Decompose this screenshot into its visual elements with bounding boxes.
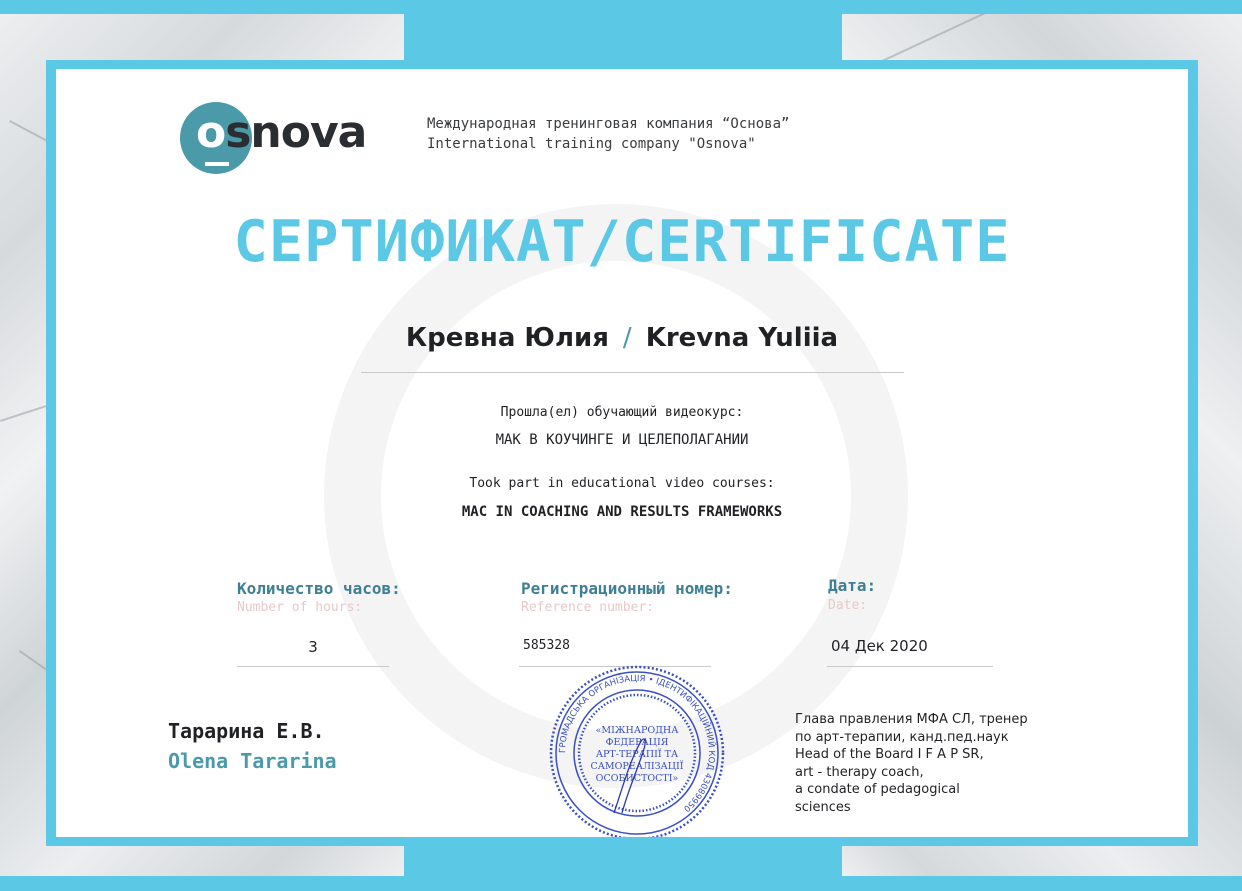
date-label-en: Date: [828, 598, 868, 613]
company-name-en: International training company "Osnova" [427, 136, 756, 152]
name-underline [361, 372, 904, 373]
recipient-name-ru: Кревна Юлия [405, 323, 609, 353]
company-name-ru: Международная тренинговая компания “Основа” [427, 116, 790, 132]
stamp-inner-line: АРТ-ТЕРАПІЇ ТА [595, 749, 679, 760]
position-line: Глава правления МФА СЛ, тренер [795, 712, 1028, 727]
position-line: art - therapy coach, [795, 764, 924, 780]
stamp-inner-line: ОСОБИСТОСТІ» [595, 773, 679, 784]
logo-underline [205, 162, 229, 166]
position-line: по арт-терапии, канд.пед.наук [795, 729, 1009, 745]
bottom-blue-strip [0, 876, 1242, 891]
stamp-ring-text: ГРОМАДСЬКА ОРГАНІЗАЦІЯ • ІДЕНТИФІКАЦІЙНИЙ КОД 43089950 [557, 673, 717, 814]
signer-name-ru: Тарарина Е.В. [168, 719, 325, 743]
course-intro-ru: Прошла(ел) обучающий видеокурс: [500, 405, 744, 420]
reference-value: 585328 [523, 638, 570, 653]
certificate-body [56, 69, 1188, 837]
reference-label-en: Reference number: [521, 600, 655, 615]
course-name-en: MAC IN COACHING AND RESULTS FRAMEWORKS [461, 504, 783, 520]
date-value: 04 Дек 2020 [831, 637, 928, 655]
signer-position [795, 711, 1085, 816]
top-blue-strip [0, 0, 1242, 14]
organization-stamp [544, 663, 730, 837]
course-intro-en: Took part in educational video courses: [469, 476, 775, 491]
hours-underline [237, 666, 389, 667]
osnova-logo [176, 97, 396, 177]
signer-name-en: Olena Tararina [168, 749, 337, 773]
position-line: a condate of pedagogical [795, 782, 960, 797]
recipient-name-en: Krevna Yuliia [645, 323, 839, 353]
hours-value: 3 [308, 638, 318, 656]
hours-label-ru: Количество часов: [237, 579, 401, 598]
position-line: Head of the Board I F A P SR, [795, 747, 984, 762]
reference-label-ru: Регистрационный номер: [521, 579, 733, 598]
hours-label-en: Number of hours: [237, 600, 363, 615]
stamp-inner-line: САМОРЕАЛІЗАЦІЇ [590, 761, 684, 772]
recipient-name [56, 323, 1188, 353]
name-separator: / [622, 323, 632, 353]
course-name-ru: МАК В КОУЧИНГЕ И ЦЕЛЕПОЛАГАНИИ [495, 432, 749, 448]
position-line: sciences [795, 799, 851, 815]
date-label-ru: Дата: [828, 576, 877, 595]
certificate-title: СЕРТИФИКАТ/CERTIFICATE [233, 209, 1011, 275]
stamp-inner-line: ФЕДЕРАЦІЯ [605, 737, 669, 748]
date-underline [827, 666, 993, 667]
certificate-frame [46, 60, 1198, 846]
logo-text: osnova [196, 107, 367, 158]
stamp-inner-line: «МІЖНАРОДНА [595, 725, 679, 736]
